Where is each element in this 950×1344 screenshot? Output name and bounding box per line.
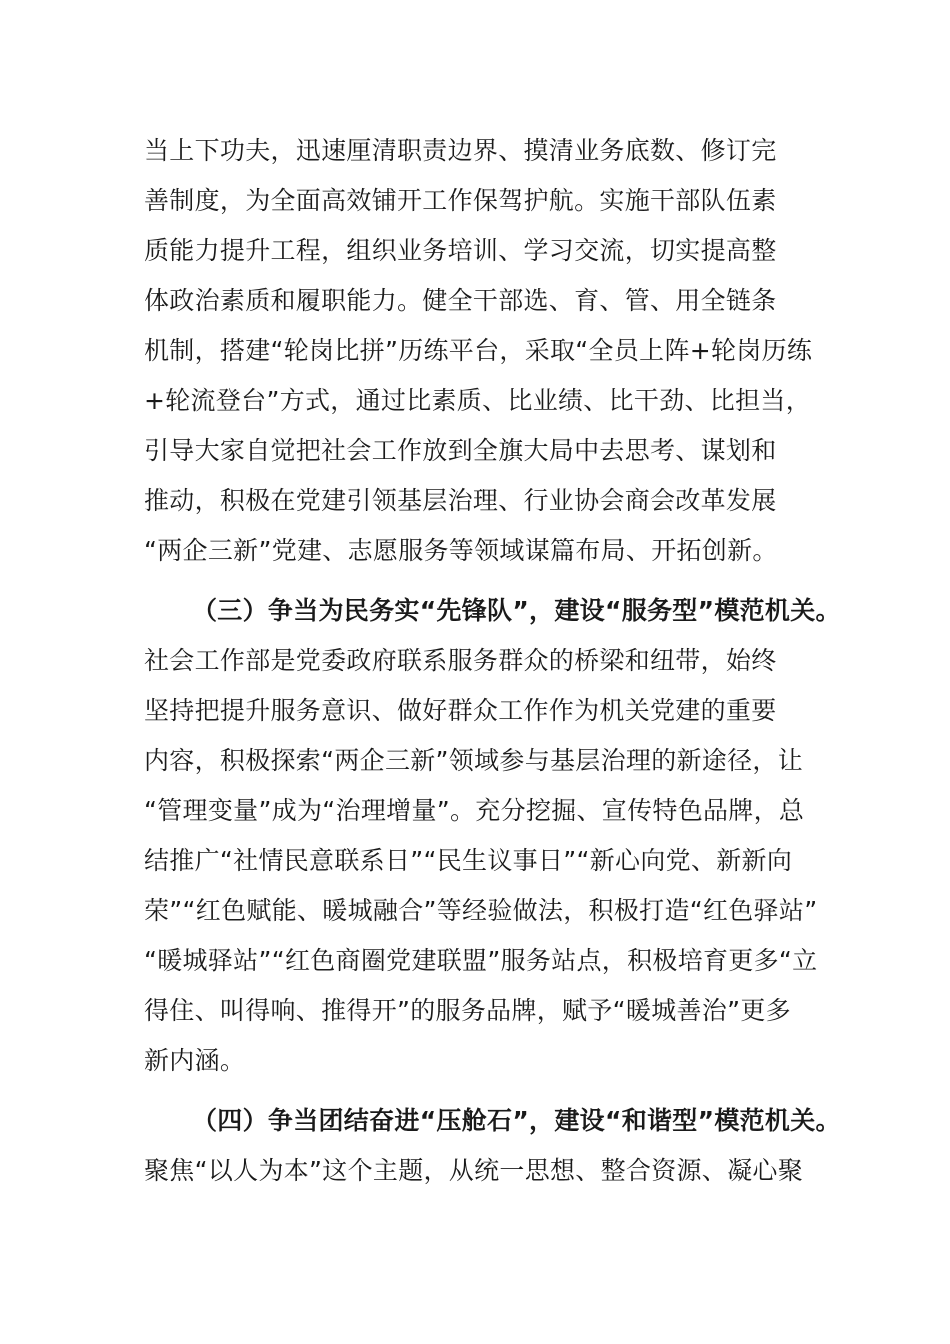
text-line: “暖城驿站”“红色商圈党建联盟”服务站点，积极培育更多“立 bbox=[144, 946, 818, 975]
section-heading-4: （四）争当团结奋进“压舱石”，建设“和谐型”模范机关。 bbox=[192, 1106, 841, 1135]
text-line: 聚焦“以人为本”这个主题，从统一思想、整合资源、凝心聚 bbox=[144, 1156, 804, 1185]
text-line: 新内涵。 bbox=[144, 1046, 246, 1075]
text-line: 机制，搭建“轮岗比拼”历练平台，采取“全员上阵+轮岗历练 bbox=[144, 336, 813, 365]
text-line: 体政治素质和履职能力。健全干部选、育、管、用全链条 bbox=[144, 286, 777, 315]
text-line: +轮流登台”方式，通过比素质、比业绩、比干劲、比担当， bbox=[144, 386, 812, 415]
text-line: 推动，积极在党建引领基层治理、行业协会商会改革发展 bbox=[144, 486, 777, 515]
section-heading-3: （三）争当为民务实“先锋队”，建设“服务型”模范机关。 bbox=[192, 596, 841, 625]
text-line: 得住、叫得响、推得开”的服务品牌，赋予“暖城善治”更多 bbox=[144, 996, 791, 1025]
text-line: 引导大家自觉把社会工作放到全旗大局中去思考、谋划和 bbox=[144, 436, 777, 465]
text-line: 内容，积极探索“两企三新”领域参与基层治理的新途径，让 bbox=[144, 746, 804, 775]
text-line: 坚持把提升服务意识、做好群众工作作为机关党建的重要 bbox=[144, 696, 777, 725]
text-line: 当上下功夫，迅速厘清职责边界、摸清业务底数、修订完 bbox=[144, 136, 777, 165]
text-line: 荣”“红色赋能、暖城融合”等经验做法，积极打造“红色驿站” bbox=[144, 896, 818, 925]
text-line: 社会工作部是党委政府联系服务群众的桥梁和纽带，始终 bbox=[144, 646, 777, 675]
text-line: “两企三新”党建、志愿服务等领域谋篇布局、开拓创新。 bbox=[144, 536, 778, 565]
text-line: “管理变量”成为“治理增量”。充分挖掘、宣传特色品牌，总 bbox=[144, 796, 805, 825]
text-line: 质能力提升工程，组织业务培训、学习交流，切实提高整 bbox=[144, 236, 777, 265]
text-line: 结推广“社情民意联系日”“民生议事日”“新心向党、新新向 bbox=[144, 846, 793, 875]
text-line: 善制度，为全面高效铺开工作保驾护航。实施干部队伍素 bbox=[144, 186, 777, 215]
